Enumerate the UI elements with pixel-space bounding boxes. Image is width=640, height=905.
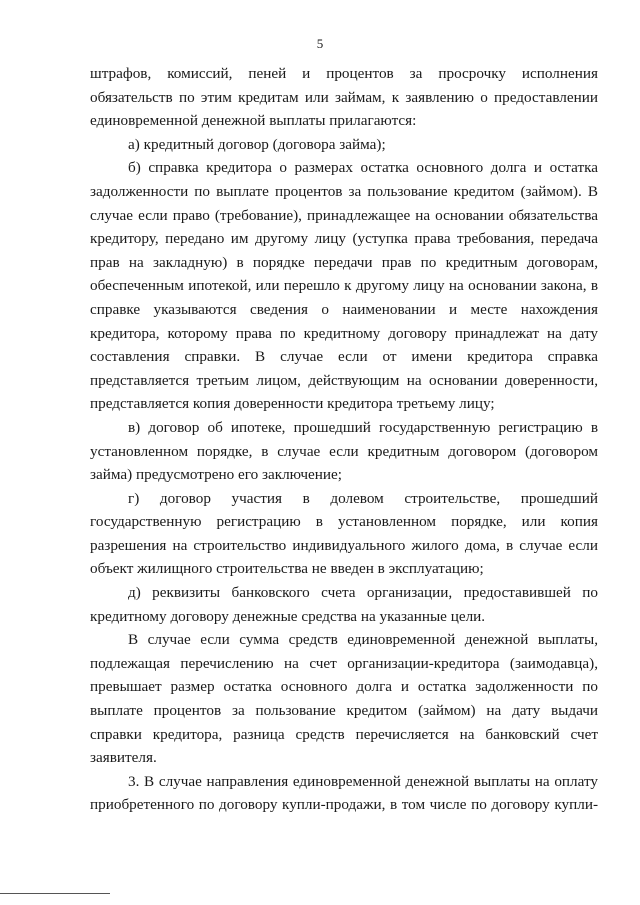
text-line: б) справка кредитора о размерах остатка основного долга и остатка bbox=[128, 159, 598, 177]
text-line: разрешения на строительство индивидуального жилого дома, в случае если bbox=[90, 536, 598, 554]
text-line: а) кредитный договор (договора займа); bbox=[128, 135, 386, 153]
text-line: объект жилищного строительства не введен в эксплуатацию; bbox=[90, 560, 484, 578]
text-line: подлежащая перечислению на счет организации-кредитора (заимодавца), bbox=[90, 654, 598, 672]
text-line: в) договор об ипотеке, прошедший государственную регистрацию в bbox=[128, 418, 598, 436]
text-line: кредитному договору денежные средства на указанные цели. bbox=[90, 607, 486, 625]
text-line: д) реквизиты банковского счета организации, предоставившей по bbox=[128, 584, 598, 602]
text-line: справке указываются сведения о наименовании и месте нахождения bbox=[90, 300, 598, 318]
footer-rule bbox=[0, 893, 110, 894]
text-line: установленном порядке, в случае если кредитным договором (договором bbox=[90, 442, 598, 460]
document-body bbox=[90, 62, 598, 817]
text-line: штрафов, комиссий, пеней и процентов за просрочку исполнения bbox=[90, 65, 598, 82]
text-line: выплате процентов за пользование кредитом (займом) на дату выдачи bbox=[90, 702, 598, 720]
text-line: обязательств по этим кредитам или займам, к заявлению о предоставлении bbox=[90, 88, 598, 106]
text-line: единовременной денежной выплаты прилагаются: bbox=[90, 112, 417, 130]
text-line: задолженности по выплате процентов за пользование кредитом (займом). В bbox=[90, 182, 598, 200]
text-line: прав на закладную) в порядке передачи прав по кредитным договорам, bbox=[90, 253, 598, 271]
text-line: представляется третьим лицом, действующим на основании доверенности, bbox=[90, 371, 598, 389]
text-line: справки кредитора, разница средств перечисляется на банковский счет bbox=[90, 725, 598, 743]
text-line: г) договор участия в долевом строительстве, прошедший bbox=[128, 489, 598, 507]
text-line: превышает размер остатка основного долга и остатка задолженности по bbox=[90, 678, 598, 696]
text-line: составления справки. В случае если от имени кредитора справка bbox=[90, 348, 598, 366]
text-line: 3. В случае направления единовременной денежной выплаты на оплату bbox=[128, 772, 598, 790]
text-line: представляется копия доверенности кредитора третьему лицу; bbox=[90, 395, 495, 413]
text-line: государственную регистрацию в установленном порядке, или копия bbox=[90, 513, 598, 531]
text-line: В случае если сумма средств единовременной денежной выплаты, bbox=[128, 631, 598, 649]
text-line: заявителя. bbox=[90, 749, 157, 767]
text-line: приобретенного по договору купли-продажи, в том числе по договору купли- bbox=[90, 796, 598, 814]
text-line: кредитору, передано им другому лицу (уступка права требования, передача bbox=[90, 230, 598, 248]
page-number: 5 bbox=[316, 36, 324, 51]
text-line: случае если право (требование), принадлежащее на основании обязательства bbox=[90, 206, 598, 224]
text-line: обеспеченным ипотекой, или перешло к другому лицу на основании закона, в bbox=[90, 277, 598, 295]
text-line: кредитора, которому права по кредитному договору принадлежат на дату bbox=[90, 324, 598, 342]
text-line: займа) предусмотрено его заключение; bbox=[90, 466, 343, 484]
